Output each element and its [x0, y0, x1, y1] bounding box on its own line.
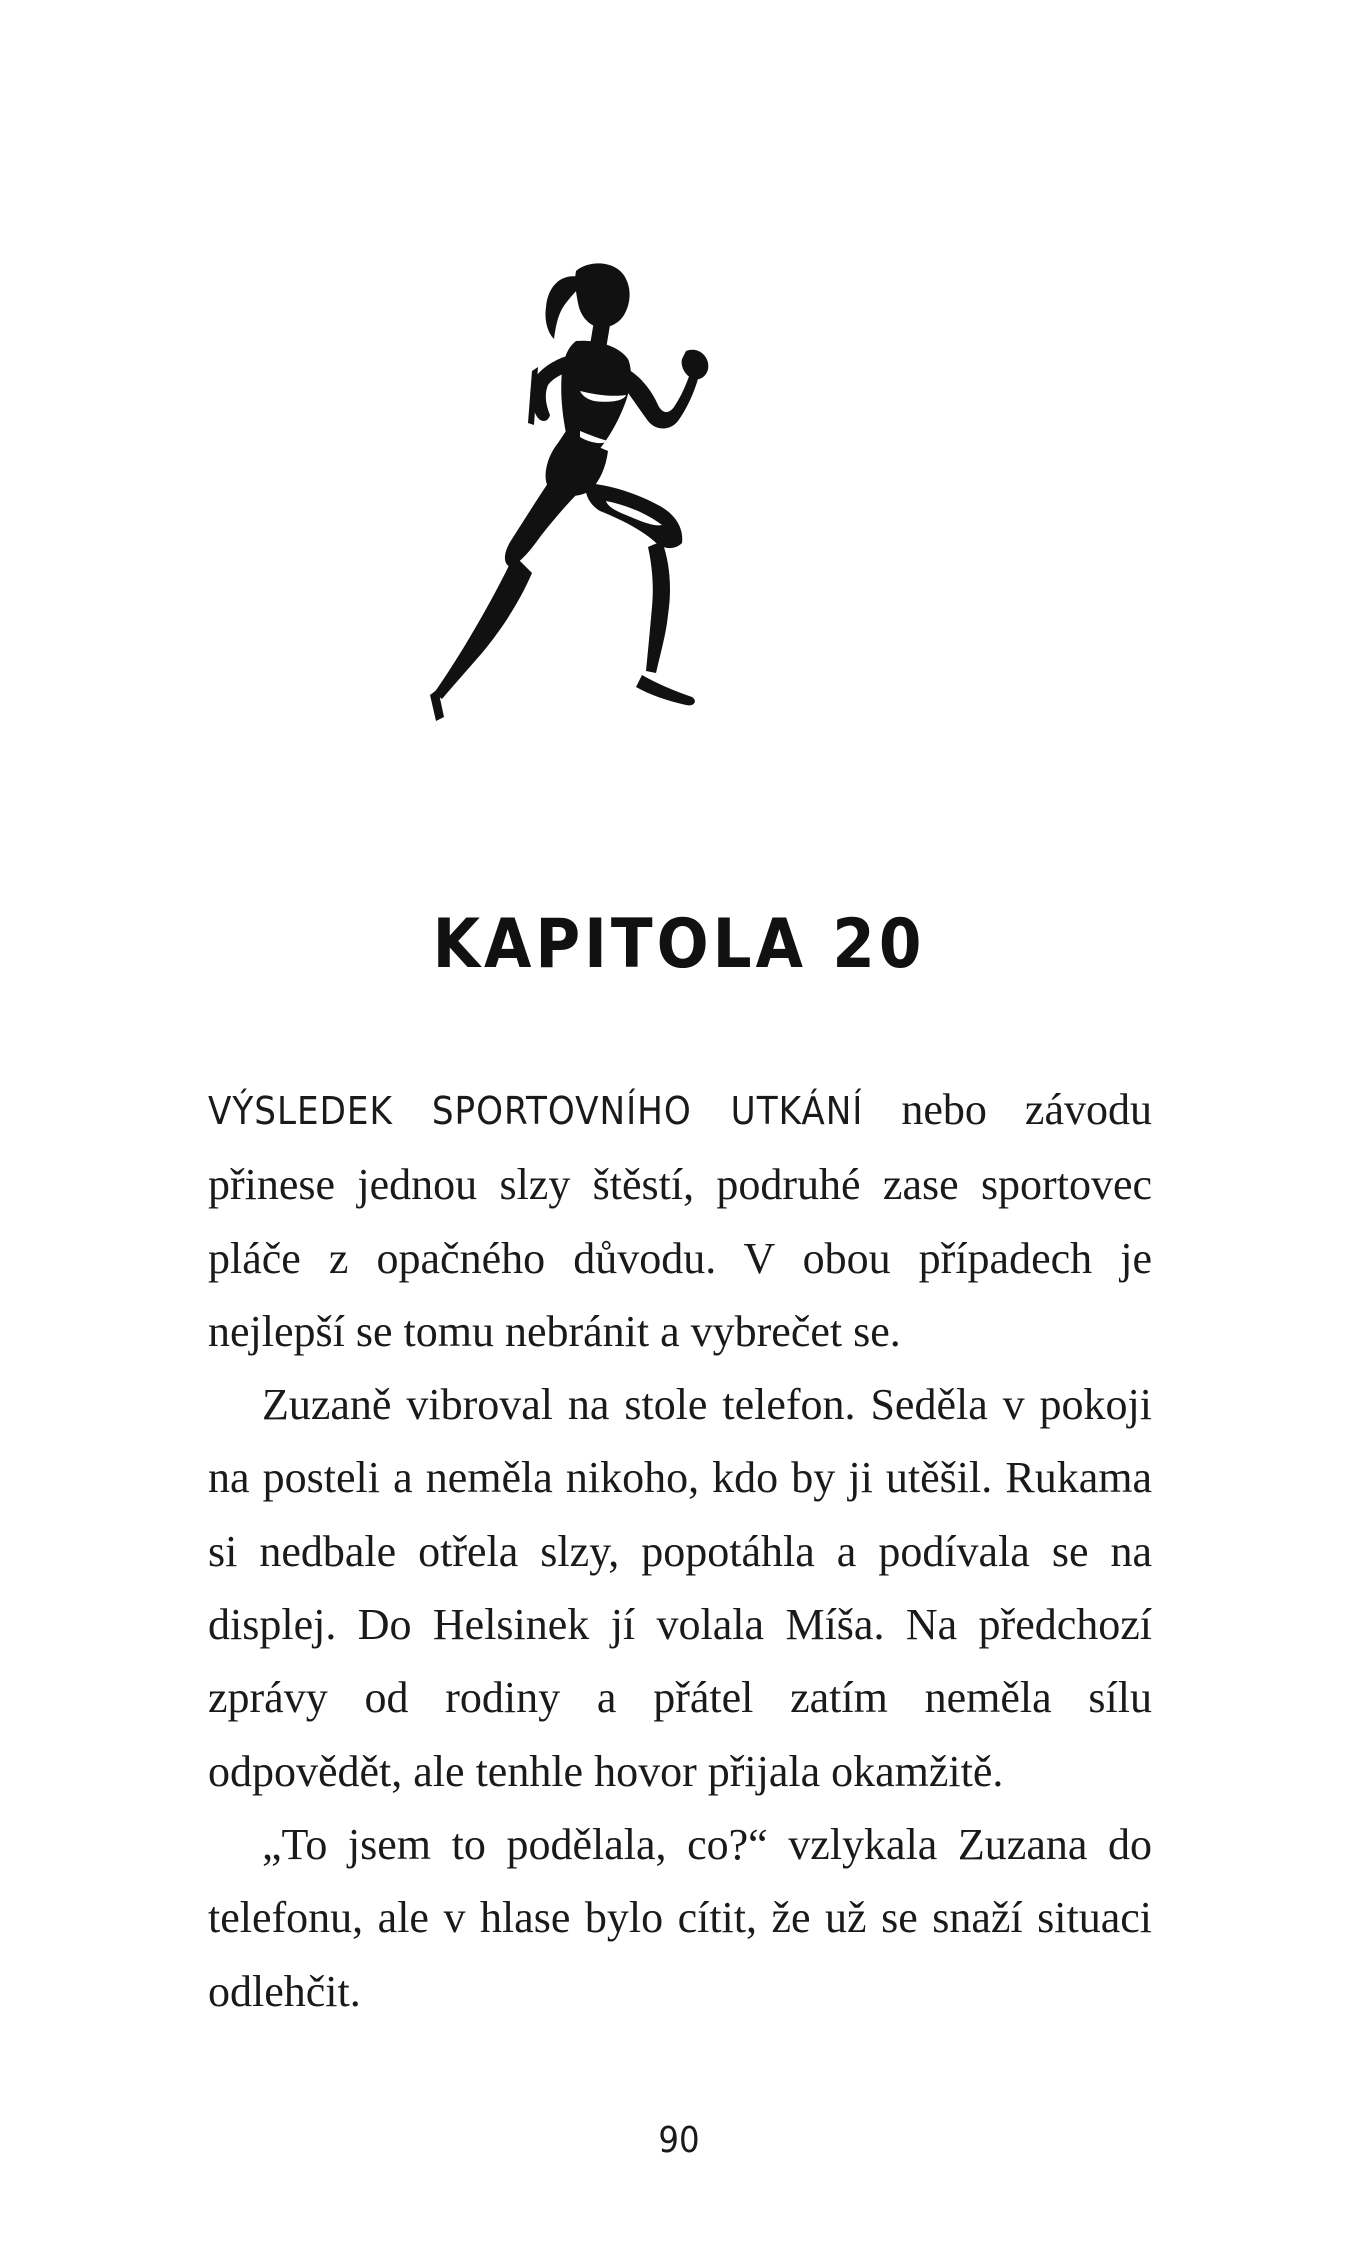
chapter-title: KAPITOLA 20: [432, 905, 926, 984]
page-number: 90: [658, 2120, 700, 2161]
paragraph-1-text: nebo závodu přinese jednou slzy štěstí, podruhé zase sportovec pláče z opačného důvodu. V obou případech je nejlepší se tomu nebránit a vybrečet se.: [208, 1085, 1152, 1356]
chapter-body: [208, 1073, 1152, 2028]
paragraph-3: „To jsem to podělala, co?“ vzlykala Zuzana do telefonu, ale v hlase bylo cítit, že už se snaží situaci odlehčit.: [208, 1819, 1152, 2016]
paragraph-1: [208, 1073, 1152, 1368]
running-woman-icon: [430, 255, 800, 760]
lead-in-phrase: VÝSLEDEK SPORTOVNÍHO UTKÁNÍ: [208, 1089, 864, 1133]
paragraph-2: Zuzaně vibroval na stole telefon. Seděla v pokoji na posteli a neměla nikoho, kdo by ji utěšil. Rukama si nedbale otřela slzy, popotáhla a podívala se na displej. Do Helsinek jí volala Míša. Na předchozí zprávy od rodiny a přátel zatím neměla sílu odpovědět, ale tenhle hovor přijala okamžitě.: [208, 1380, 1152, 1796]
